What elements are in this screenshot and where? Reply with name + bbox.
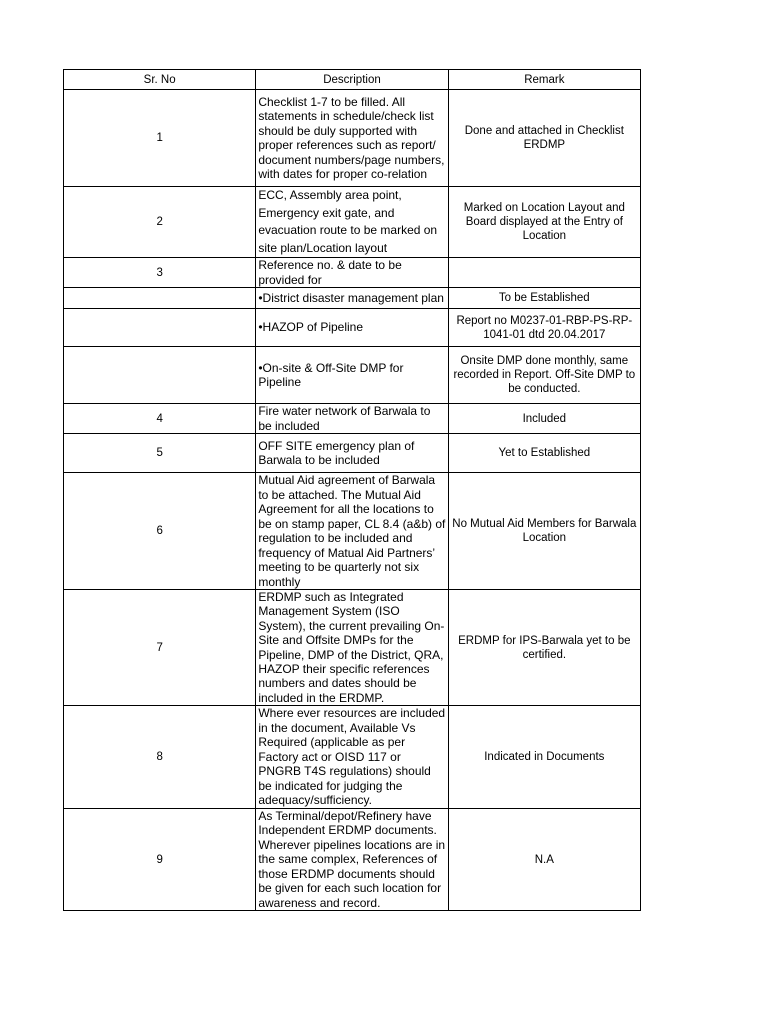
sr-no-cell: 7 [64,590,256,706]
remark-cell: No Mutual Aid Members for Barwala Location [448,473,640,590]
header-row [64,70,641,90]
remark-cell: Included [448,404,640,434]
table-row [64,434,641,473]
remark-cell: Onsite DMP done monthly, same recorded in Report. Off-Site DMP to be conducted. [448,347,640,404]
header-sr-no: Sr. No [64,70,256,90]
description-cell: OFF SITE emergency plan of Barwala to be included [256,434,448,473]
remark-cell: Yet to Established [448,434,640,473]
sr-no-cell [64,347,256,404]
sr-no-cell: 1 [64,90,256,187]
table-row [64,473,641,590]
table-row [64,187,641,258]
description-cell: •District disaster management plan [256,288,448,309]
remark-cell [448,258,640,288]
sr-no-cell [64,288,256,309]
description-cell: Fire water network of Barwala to be included [256,404,448,434]
sr-no-cell: 5 [64,434,256,473]
description-cell: ECC, Assembly area point, Emergency exit gate, and evacuation route to be marked on site plan/Location layout [256,187,448,258]
table-row [64,404,641,434]
table-row [64,309,641,347]
description-cell: ERDMP such as Integrated Management System (ISO System), the current prevailing On-Site and Offsite DMPs for the Pipeline, DMP of the District, QRA, HAZOP their specific references numbers and dates should be included in the ERDMP. [256,590,448,706]
header-remark: Remark [448,70,640,90]
description-cell: •On-site & Off-Site DMP for Pipeline [256,347,448,404]
table-row [64,706,641,809]
remark-cell: ERDMP for IPS-Barwala yet to be certified. [448,590,640,706]
table-row [64,258,641,288]
sr-no-cell: 9 [64,808,256,911]
remark-cell: To be Established [448,288,640,309]
remark-cell: Done and attached in Checklist ERDMP [448,90,640,187]
description-cell: As Terminal/depot/Refinery have Independent ERDMP documents. Wherever pipelines locations are in the same complex, References of those ERDMP documents should be given for each such location for awareness and record. [256,808,448,911]
description-cell: Where ever resources are included in the document, Available Vs Required (applicable as per Factory act or OISD 117 or PNGRB T4S regulations) should be indicated for judging the adequacy/sufficiency. [256,706,448,809]
description-cell: Checklist 1-7 to be filled. All statements in schedule/check list should be duly supported with proper references such as report/ document numbers/page numbers, with dates for proper co-relation [256,90,448,187]
description-cell: Mutual Aid agreement of Barwala to be attached. The Mutual Aid Agreement for all the locations to be on stamp paper, CL 8.4 (a&b) of regulation to be included and frequency of Matual Aid Partners’ meeting to be quarterly not six monthly [256,473,448,590]
sr-no-cell: 3 [64,258,256,288]
table-row [64,590,641,706]
sr-no-cell: 6 [64,473,256,590]
remark-cell: Marked on Location Layout and Board displayed at the Entry of Location [448,187,640,258]
table-row [64,288,641,309]
sr-no-cell [64,309,256,347]
sr-no-cell: 8 [64,706,256,809]
remark-cell: Indicated in Documents [448,706,640,809]
remark-cell: Report no M0237-01-RBP-PS-RP-1041-01 dtd 20.04.2017 [448,309,640,347]
remark-cell: N.A [448,808,640,911]
description-cell: •HAZOP of Pipeline [256,309,448,347]
table-row [64,347,641,404]
checklist-table [63,69,641,911]
table-row [64,90,641,187]
description-cell: Reference no. & date to be provided for [256,258,448,288]
sr-no-cell: 2 [64,187,256,258]
sr-no-cell: 4 [64,404,256,434]
table-row [64,808,641,911]
header-description: Description [256,70,448,90]
